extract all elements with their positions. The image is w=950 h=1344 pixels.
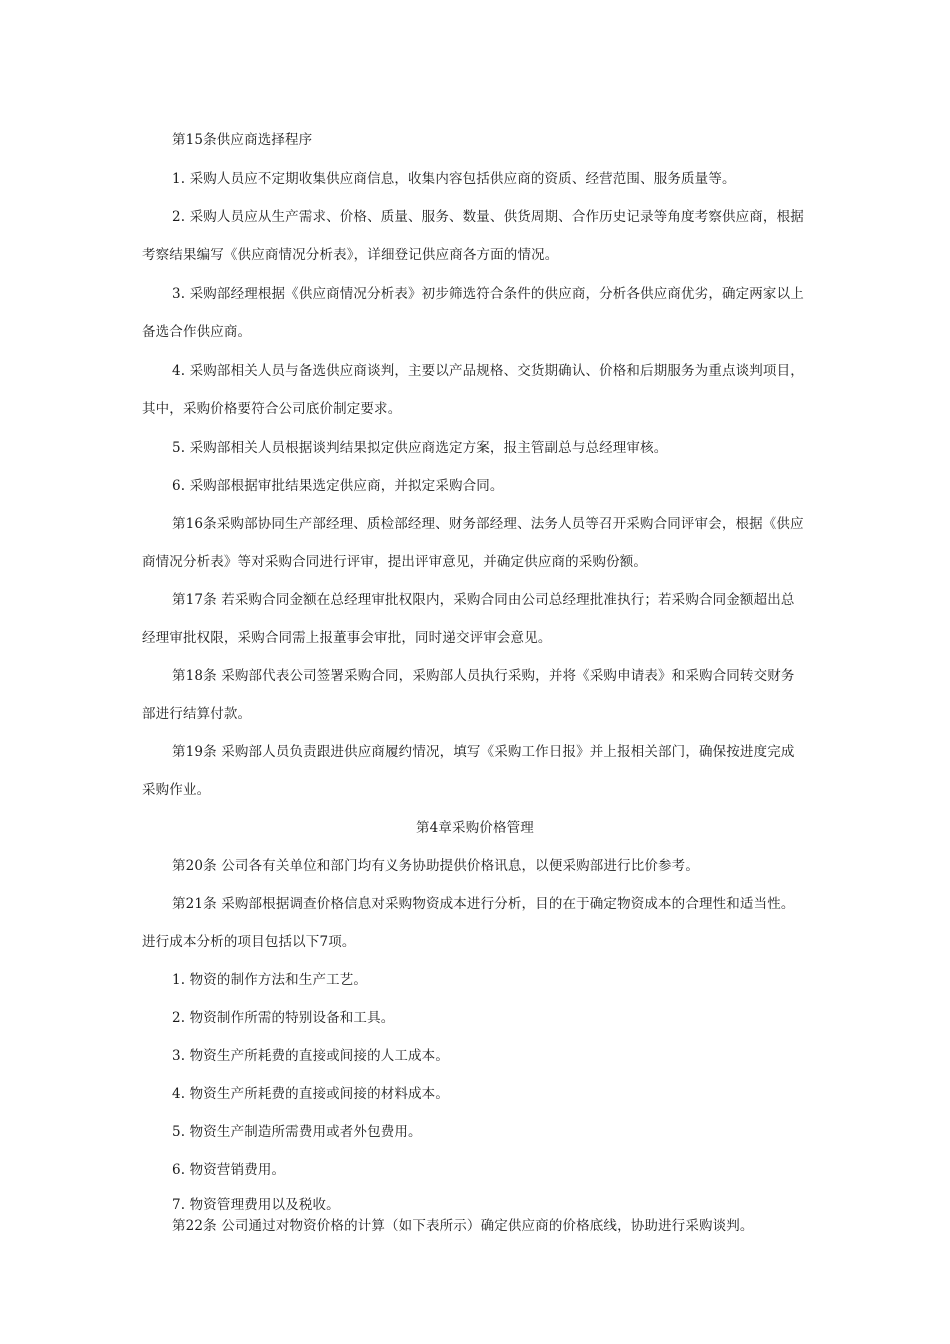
article-20: 第20条 公司各有关单位和部门均有义务协助提供价格讯息，以便采购部进行比价参考。 — [172, 858, 699, 874]
article-21-continuation: 进行成本分析的项目包括以下7项。 — [142, 934, 356, 950]
list-item: 6. 采购部根据审批结果选定供应商，并拟定采购合同。 — [172, 478, 504, 494]
article-22: 第22条 公司通过对物资价格的计算（如下表所示）确定供应商的价格底线，协助进行采购谈判。 — [172, 1218, 754, 1234]
list-item: 2. 物资制作所需的特别设备和工具。 — [172, 1010, 395, 1026]
article-16-continuation: 商情况分析表》等对采购合同进行评审，提出评审意见，并确定供应商的采购份额。 — [142, 554, 648, 570]
list-item: 3. 采购部经理根据《供应商情况分析表》初步筛选符合条件的供应商，分析各供应商优劣，确定两家以上 — [172, 286, 804, 302]
list-item-continuation: 其中，采购价格要符合公司底价制定要求。 — [142, 401, 402, 417]
article-17: 第17条 若采购合同金额在总经理审批权限内，采购合同由公司总经理批准执行；若采购合同金额超出总 — [172, 592, 795, 608]
article-18: 第18条 采购部代表公司签署采购合同，采购部人员执行采购，并将《采购申请表》和采购合同转交财务 — [172, 668, 795, 684]
list-item: 4. 物资生产所耗费的直接或间接的材料成本。 — [172, 1086, 449, 1102]
article-19: 第19条 采购部人员负责跟进供应商履约情况，填写《采购工作日报》并上报相关部门，确保按进度完成 — [172, 744, 795, 760]
list-item: 5. 采购部相关人员根据谈判结果拟定供应商选定方案，报主管副总与总经理审核。 — [172, 440, 668, 456]
article-16: 第16条采购部协同生产部经理、质检部经理、财务部经理、法务人员等召开采购合同评审会，根据《供应 — [172, 516, 804, 532]
list-item-continuation: 考察结果编写《供应商情况分析表》，详细登记供应商各方面的情况。 — [142, 247, 559, 263]
list-item-continuation: 备选合作供应商。 — [142, 324, 252, 340]
list-item: 1. 采购人员应不定期收集供应商信息，收集内容包括供应商的资质、经营范围、服务质量等。 — [172, 171, 736, 187]
article-18-continuation: 部进行结算付款。 — [142, 706, 252, 722]
article-21: 第21条 采购部根据调查价格信息对采购物资成本进行分析，目的在于确定物资成本的合理性和适当性。 — [172, 896, 795, 912]
list-item: 7. 物资管理费用以及税收。 — [172, 1197, 340, 1213]
article-19-continuation: 采购作业。 — [142, 782, 211, 798]
list-item: 6. 物资营销费用。 — [172, 1162, 286, 1178]
article-17-continuation: 经理审批权限，采购合同需上报董事会审批，同时递交评审会意见。 — [142, 630, 552, 646]
list-item: 1. 物资的制作方法和生产工艺。 — [172, 972, 368, 988]
list-item: 4. 采购部相关人员与备选供应商谈判，主要以产品规格、交货期确认、价格和后期服务为重点谈判项目， — [172, 363, 804, 379]
chapter-4-heading: 第4章采购价格管理 — [416, 820, 534, 836]
article-15-heading: 第15条供应商选择程序 — [172, 132, 313, 148]
list-item: 3. 物资生产所耗费的直接或间接的人工成本。 — [172, 1048, 449, 1064]
list-item: 5. 物资生产制造所需费用或者外包费用。 — [172, 1124, 422, 1140]
list-item: 2. 采购人员应从生产需求、价格、质量、服务、数量、供货周期、合作历史记录等角度考察供应商，根据 — [172, 209, 804, 225]
